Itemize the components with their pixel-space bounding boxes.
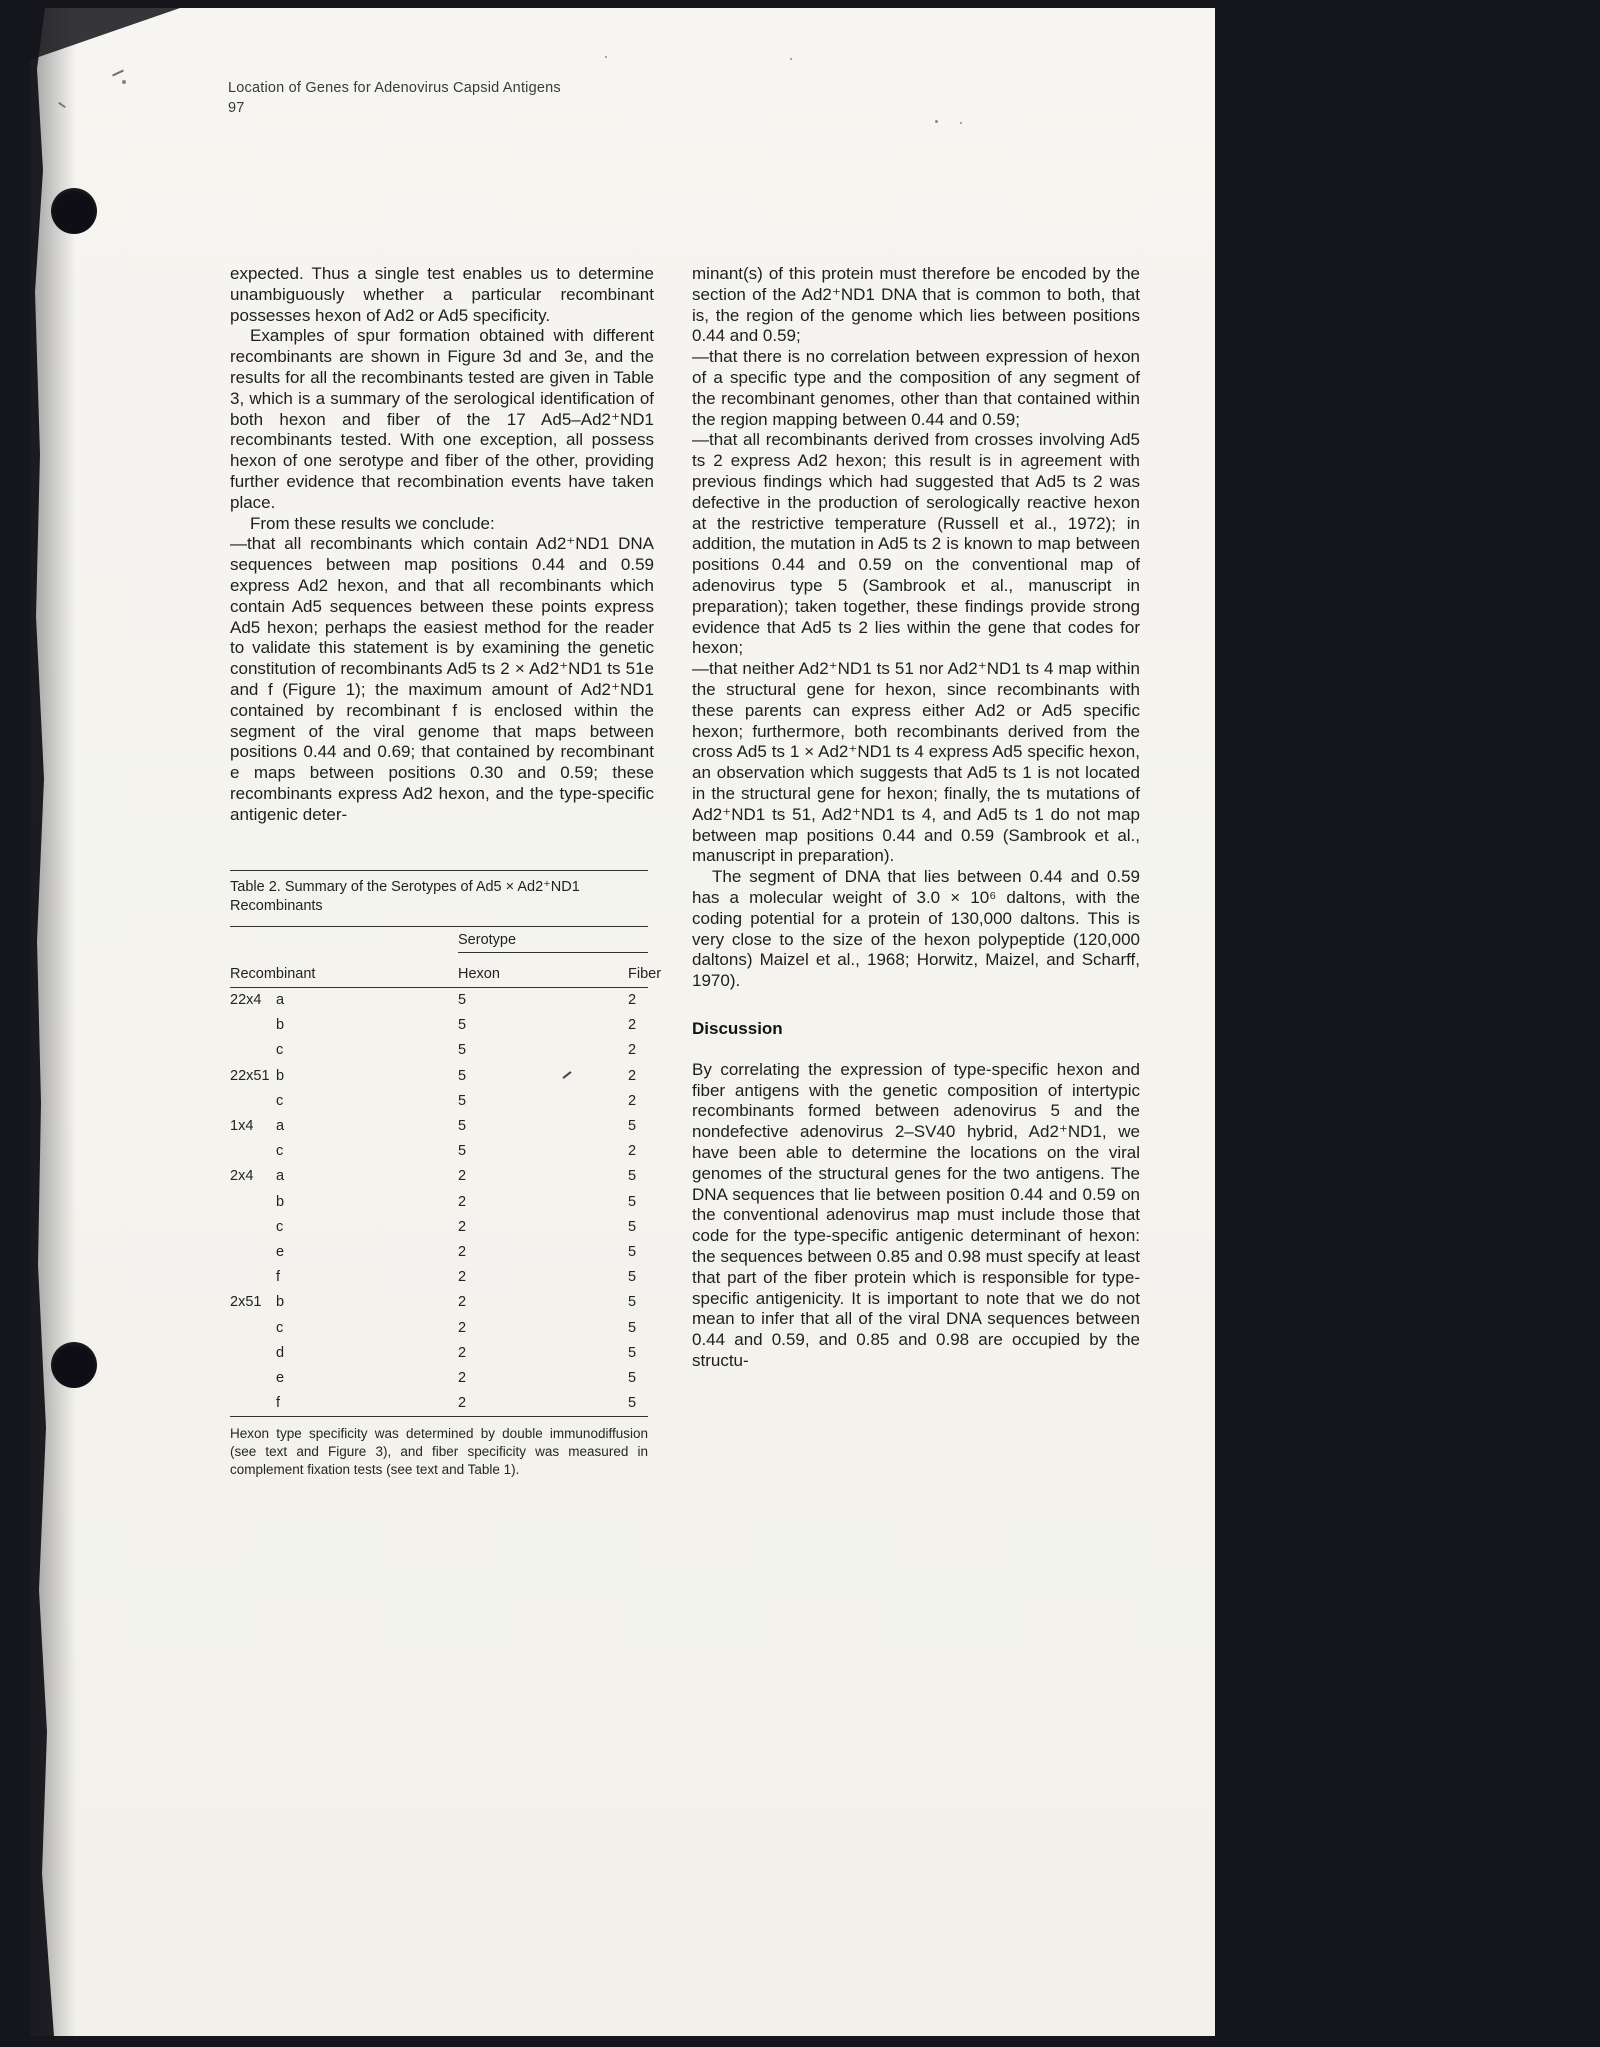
cell-fiber-serotype: 5 bbox=[628, 1243, 637, 1260]
body-paragraph: Examples of spur formation obtained with different recombinants are shown in Figure 3d and 3e, and the results for all the recombinants tested are given in Table 3, which is a summary of the serological identification of both hexon and fiber of the 17 Ad5–Ad2⁺ND1 recombinants tested. With one exception, all possess hexon of one serotype and fiber of the other, providing further evidence that recombination events have taken place. bbox=[230, 326, 654, 512]
cell-fiber-serotype: 5 bbox=[628, 1118, 637, 1135]
table-row bbox=[230, 1265, 648, 1290]
table-row bbox=[230, 1013, 648, 1038]
body-paragraph: —that there is no correlation between expression of hexon of a specific type and the composition of any segment of the recombinant genomes, other than that contained within the region mapping between 0.44 and 0.59; bbox=[692, 347, 1140, 429]
cell-hexon-serotype: 2 bbox=[458, 1218, 467, 1235]
cell-recombinant-letter: c bbox=[276, 1092, 284, 1109]
cell-recombinant-letter: f bbox=[276, 1395, 281, 1412]
cell-hexon-serotype: 2 bbox=[458, 1294, 467, 1311]
scan-speck bbox=[935, 120, 938, 123]
scan-speck bbox=[960, 122, 962, 124]
cell-fiber-serotype: 5 bbox=[628, 1294, 637, 1311]
cell-fiber-serotype: 5 bbox=[628, 1395, 637, 1412]
cell-recombinant-letter: b bbox=[276, 1017, 285, 1034]
cell-fiber-serotype: 5 bbox=[628, 1218, 637, 1235]
body-paragraph: expected. Thus a single test enables us to determine unambiguously whether a particular recombinant possesses hexon of Ad2 or Ad5 specificity. bbox=[230, 264, 654, 325]
table-footnote: Hexon type specificity was determined by double immunodiffusion (see text and Figure 3), and fiber specificity was measured in complement fixation tests (see text and Table 1). bbox=[230, 1425, 648, 1477]
cell-recombinant-letter: a bbox=[276, 1168, 285, 1185]
cell-hexon-serotype: 2 bbox=[458, 1243, 467, 1260]
cell-hexon-serotype: 5 bbox=[458, 1092, 467, 1109]
cell-fiber-serotype: 2 bbox=[628, 1042, 637, 1059]
punch-hole-bottom bbox=[51, 1342, 97, 1388]
cell-recombinant-letter: a bbox=[276, 992, 285, 1009]
cell-hexon-serotype: 5 bbox=[458, 1067, 467, 1084]
cell-hexon-serotype: 2 bbox=[458, 1319, 467, 1336]
running-title: Location of Genes for Adenovirus Capsid Antigens bbox=[228, 80, 561, 96]
page-number: 97 bbox=[228, 100, 245, 116]
cell-fiber-serotype: 5 bbox=[628, 1168, 637, 1185]
body-paragraph: By correlating the expression of type-specific hexon and fiber antigens with the genetic composition of intertypic recombinants formed between adenovirus 5 and the nondefective adenovirus 2–SV40 hybrid, Ad2⁺ND1, we have been able to determine the locations on the viral genomes of the structural genes for the two antigens. The DNA sequences that lie between position 0.44 and 0.59 on the conventional adenovirus map must include those that code for the type-specific antigenic determinant of hexon: the sequences between 0.85 and 0.98 must specify at least that part of the fiber protein which is responsible for type-specific antigenicity. It is important to note that we do not mean to infer that all of the viral DNA sequences between 0.44 and 0.59, and 0.85 and 0.98 are occupied by the structu- bbox=[692, 1059, 1140, 1371]
pencil-mark bbox=[112, 70, 124, 77]
table-row bbox=[230, 1164, 648, 1189]
cell-hexon-serotype: 2 bbox=[458, 1193, 467, 1210]
cell-hexon-serotype: 2 bbox=[458, 1168, 467, 1185]
cell-recombinant-letter: c bbox=[276, 1042, 284, 1059]
table-row bbox=[230, 1365, 648, 1390]
table-row bbox=[230, 1038, 648, 1063]
cell-hexon-serotype: 5 bbox=[458, 992, 467, 1009]
cell-recombinant-group: 1x4 bbox=[230, 1118, 254, 1135]
table-body bbox=[230, 988, 648, 1416]
scan-speck bbox=[790, 58, 792, 60]
punch-hole-top bbox=[51, 188, 97, 234]
paper-page bbox=[30, 8, 1215, 2036]
table-serotype-header: Serotype bbox=[458, 932, 648, 953]
cell-hexon-serotype: 2 bbox=[458, 1395, 467, 1412]
cell-recombinant-letter: b bbox=[276, 1067, 285, 1084]
cell-fiber-serotype: 2 bbox=[628, 992, 637, 1009]
cell-fiber-serotype: 5 bbox=[628, 1319, 637, 1336]
cell-hexon-serotype: 2 bbox=[458, 1369, 467, 1386]
cell-hexon-serotype: 5 bbox=[458, 1017, 467, 1034]
cell-recombinant-group: 22x4 bbox=[230, 992, 262, 1009]
body-paragraph: minant(s) of this protein must therefore be encoded by the section of the Ad2⁺ND1 DNA that is common to both, that is, the region of the genome which lies between positions 0.44 and 0.59; bbox=[692, 264, 1140, 346]
col-header-hexon: Hexon bbox=[458, 965, 500, 982]
cell-recombinant-letter: e bbox=[276, 1243, 285, 1260]
cell-fiber-serotype: 5 bbox=[628, 1269, 637, 1286]
cell-recombinant-group: 2x4 bbox=[230, 1168, 254, 1185]
cell-fiber-serotype: 5 bbox=[628, 1344, 637, 1361]
cell-fiber-serotype: 5 bbox=[628, 1369, 637, 1386]
table-row bbox=[230, 1139, 648, 1164]
table-column-headers bbox=[230, 953, 662, 987]
page-header bbox=[228, 78, 561, 118]
table-row bbox=[230, 1290, 648, 1315]
cell-fiber-serotype: 2 bbox=[628, 1143, 637, 1160]
table-row bbox=[230, 1189, 648, 1214]
cell-fiber-serotype: 2 bbox=[628, 1017, 637, 1034]
pencil-mark bbox=[122, 80, 126, 84]
body-paragraph: From these results we conclude: bbox=[250, 513, 495, 533]
cell-recombinant-letter: c bbox=[276, 1143, 284, 1160]
body-paragraph: The segment of DNA that lies between 0.44 and 0.59 has a molecular weight of 3.0 × 10⁶ daltons, with the coding potential for a protein of 130,000 daltons. This is very close to the size of the hexon polypeptide (120,000 daltons) Maizel et al., 1968; Horwitz, Maizel, and Scharff, 1970). bbox=[692, 867, 1140, 991]
table-row bbox=[230, 988, 648, 1013]
scan-speck bbox=[605, 56, 607, 58]
table-title: Table 2. Summary of the Serotypes of Ad5 × Ad2⁺ND1 Recombinants bbox=[230, 878, 580, 915]
cell-recombinant-letter: a bbox=[276, 1118, 285, 1135]
cell-recombinant-letter: f bbox=[276, 1269, 281, 1286]
cell-fiber-serotype: 2 bbox=[628, 1092, 637, 1109]
cell-recombinant-group: 2x51 bbox=[230, 1294, 262, 1311]
body-paragraph: —that all recombinants derived from crosses involving Ad5 ts 2 express Ad2 hexon; this result is in agreement with previous findings which had suggested that Ad5 ts 2 was defective in the production of serologically reactive hexon at the restrictive temperature (Russell et al., 1972); in addition, the mutation in Ad5 ts 2 is known to map between positions 0.44 and 0.59 on the conventional map of adenovirus type 5 (Sambrook et al., manuscript in preparation); taken together, these findings provide strong evidence that Ad5 ts 2 lies within the gene that codes for hexon; bbox=[692, 430, 1140, 658]
table-row bbox=[230, 1391, 648, 1416]
cell-hexon-serotype: 5 bbox=[458, 1042, 467, 1059]
cell-recombinant-letter: b bbox=[276, 1294, 285, 1311]
table-row bbox=[230, 1214, 648, 1239]
body-paragraph: —that neither Ad2⁺ND1 ts 51 nor Ad2⁺ND1 ts 4 map within the structural gene for hexon, since recombinants with these parents can express either Ad2 or Ad5 specific hexon; furthermore, both recombinants derived from the cross Ad5 ts 1 × Ad2⁺ND1 ts 4 express Ad5 specific hexon, an observation which suggests that Ad5 ts 1 is not located in the structural gene for hexon; finally, the ts mutations of Ad2⁺ND1 ts 51, Ad2⁺ND1 ts 4, and Ad5 ts 1 do not map between map positions 0.44 and 0.59 (Sambrook et al., manuscript in preparation). bbox=[692, 659, 1140, 866]
cell-hexon-serotype: 5 bbox=[458, 1143, 467, 1160]
table-2 bbox=[230, 870, 662, 1479]
cell-hexon-serotype: 5 bbox=[458, 1118, 467, 1135]
cell-hexon-serotype: 2 bbox=[458, 1344, 467, 1361]
cell-fiber-serotype: 5 bbox=[628, 1193, 637, 1210]
cell-hexon-serotype: 2 bbox=[458, 1269, 467, 1286]
cell-recombinant-letter: d bbox=[276, 1344, 285, 1361]
page-corner-shadow bbox=[30, 8, 180, 60]
left-column bbox=[230, 264, 662, 1479]
table-serotype-row bbox=[230, 927, 648, 953]
cell-recombinant-letter: b bbox=[276, 1193, 285, 1210]
table-row bbox=[230, 1088, 648, 1113]
cell-fiber-serotype: 2 bbox=[628, 1067, 637, 1084]
table-row bbox=[230, 1113, 648, 1138]
body-paragraph: —that all recombinants which contain Ad2⁺ND1 DNA sequences between map positions 0.44 and 0.59 express Ad2 hexon, and that all recombinants which contain Ad5 sequences between these points express Ad5 hexon; perhaps the easiest method for the reader to validate this statement is by examining the genetic constitution of recombinants Ad5 ts 2 × Ad2⁺ND1 ts 51e and f (Figure 1); the maximum amount of Ad2⁺ND1 contained by recombinant f is enclosed within the segment of the viral genome that maps between positions 0.44 and 0.69; that contained by recombinant e maps between positions 0.30 and 0.59; these recombinants express Ad2 hexon, and the type-specific antigenic deter- bbox=[230, 534, 654, 824]
table-row bbox=[230, 1315, 648, 1340]
table-row bbox=[230, 1340, 648, 1365]
col-header-fiber: Fiber bbox=[628, 965, 662, 982]
text-columns bbox=[230, 264, 1142, 1479]
cell-recombinant-letter: c bbox=[276, 1218, 284, 1235]
cell-recombinant-letter: c bbox=[276, 1319, 284, 1336]
col-header-recombinant: Recombinant bbox=[230, 965, 316, 982]
table-row bbox=[230, 1063, 648, 1088]
table-row bbox=[230, 1239, 648, 1264]
cell-recombinant-group: 22x51 bbox=[230, 1067, 270, 1084]
cell-recombinant-letter: e bbox=[276, 1369, 285, 1386]
right-column bbox=[692, 264, 1140, 1479]
discussion-heading: Discussion bbox=[692, 1018, 783, 1038]
